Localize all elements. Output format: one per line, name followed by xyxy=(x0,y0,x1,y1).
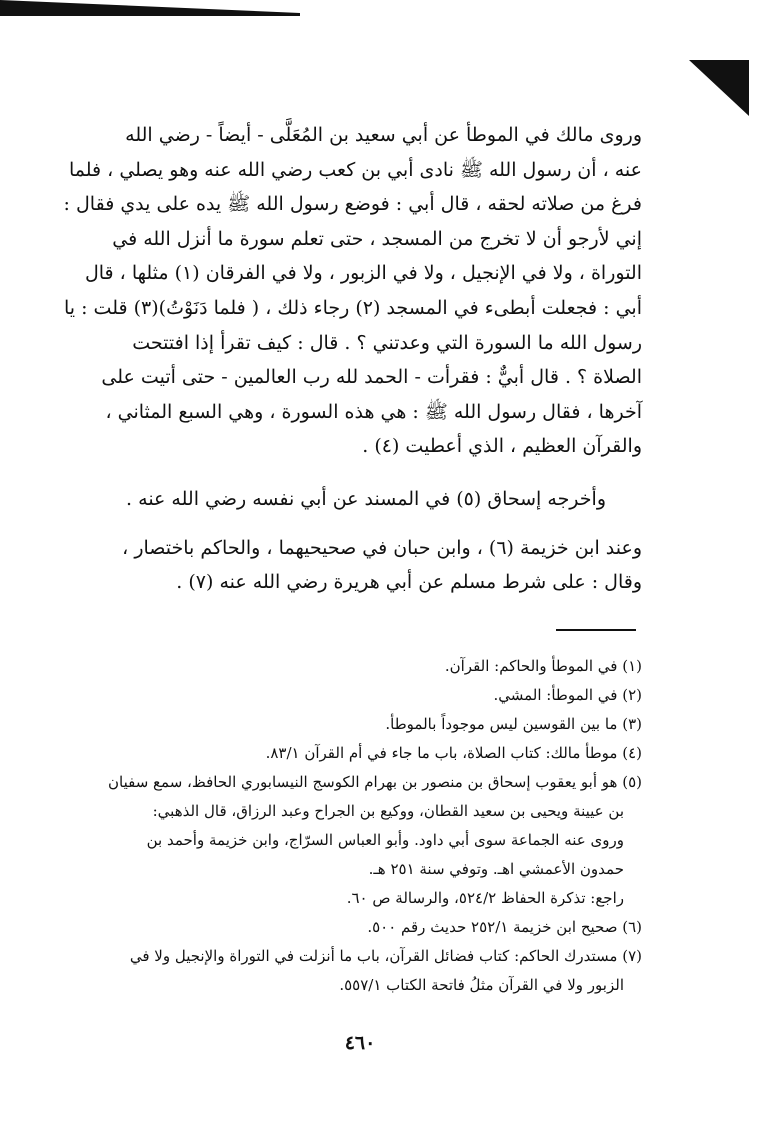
corner-triangle-mark xyxy=(689,60,749,116)
text-line: وقال : على شرط مسلم عن أبي هريرة رضي الله عنه (٧) . xyxy=(176,571,642,594)
main-text xyxy=(56,118,642,600)
footnote-6 xyxy=(56,913,642,942)
text-line: إني لأرجو أن لا تخرج من المسجد ، حتى تعلم سورة ما أنزل الله في xyxy=(112,227,642,250)
text-line: الصلاة ؟ . قال أبيٌّ : فقرأت - الحمد لله رب العالمين - حتى أتيت على xyxy=(101,366,642,389)
footnote-line: (٣) ما بين القوسين ليس موجوداً بالموطأ. xyxy=(385,715,642,733)
text-line: وعند ابن خزيمة (٦) ، وابن حبان في صحيحيهما ، والحاكم باختصار ، xyxy=(122,536,642,559)
footnote-line: (٥) هو أبو يعقوب إسحاق بن منصور بن بهرام الكوسج النيسابوري الحافظ، سمع سفيان xyxy=(108,773,642,791)
footnote-3 xyxy=(56,710,642,739)
footnote-line: بن عيينة ويحيى بن سعيد القطان، ووكيع بن الجراح وعبد الرزاق، قال الذهبي: xyxy=(152,802,624,820)
footnote-4 xyxy=(56,739,642,768)
footnote-line: (٧) مستدرك الحاكم: كتاب فضائل القرآن، باب ما أنزلت في التوراة والإنجيل ولا في xyxy=(129,947,642,965)
footnote-1 xyxy=(56,652,642,681)
page-number: ٤٦٠ xyxy=(344,1032,376,1054)
footnote-2 xyxy=(56,681,642,710)
text-line: والقرآن العظيم ، الذي أعطيت (٤) . xyxy=(362,435,642,458)
text-line: عنه ، أن رسول الله ﷺ نادى أبي بن كعب رضي الله عنه وهو يصلي ، فلما xyxy=(68,158,642,181)
paragraph-hadith xyxy=(56,118,642,464)
footnote-line: وروى عنه الجماعة سوى أبي داود. وأبو العباس السرّاج، وابن خزيمة وأحمد بن xyxy=(146,831,624,849)
footnote-line: (١) في الموطأ والحاكم: القرآن. xyxy=(444,657,642,675)
footnote-line: (٦) صحيح ابن خزيمة ٢٥٢/١ حديث رقم ٥٠٠. xyxy=(367,918,642,936)
text-line: آخرها ، فقال رسول الله ﷺ : هي هذه السورة ، وهي السبع المثاني ، xyxy=(105,400,642,423)
text-line: التوراة ، ولا في الإنجيل ، ولا في الزبور ، ولا في الفرقان (١) مثلها ، قال xyxy=(84,262,642,285)
text-line: وأخرجه إسحاق (٥) في المسند عن أبي نفسه رضي الله عنه . xyxy=(126,487,606,510)
footnote-line: الزبور ولا في القرآن مثلُ فاتحة الكتاب ٥٥٧/١. xyxy=(339,976,624,994)
footnote-separator xyxy=(556,629,636,631)
paragraph-ishaq xyxy=(56,482,642,517)
footnote-7 xyxy=(56,942,642,1000)
text-line: فرغ من صلاته لحقه ، قال أبي : فوضع رسول الله ﷺ يده على يدي فقال : xyxy=(63,193,642,216)
top-decorative-rule xyxy=(0,0,300,16)
footnote-line: حمدون الأعمشي اهـ. وتوفي سنة ٢٥١ هـ. xyxy=(368,860,624,878)
text-line: أبي : فجعلت أبطىء في المسجد (٢) رجاء ذلك ، ( فلما دَنَوْتُ)(٣) قلت : يا xyxy=(63,296,642,319)
footnote-5 xyxy=(56,768,642,913)
footnote-line: (٤) موطأ مالك: كتاب الصلاة، باب ما جاء في أم القرآن ٨٣/١. xyxy=(265,744,642,762)
footnote-reference: راجع: تذكرة الحفاظ ٥٢٤/٢، والرسالة ص ٦٠. xyxy=(346,889,624,907)
footnotes xyxy=(56,652,642,1000)
text-line: وروى مالك في الموطأ عن أبي سعيد بن المُعَلَّى - أيضاً - رضي الله xyxy=(125,124,642,146)
text-line: رسول الله ما السورة التي وعدتني ؟ . قال : كيف تقرأ إذا افتتحت xyxy=(132,331,642,354)
footnote-line: (٢) في الموطأ: المشي. xyxy=(493,686,642,704)
paragraph-ibn-khuzayma xyxy=(56,531,642,600)
